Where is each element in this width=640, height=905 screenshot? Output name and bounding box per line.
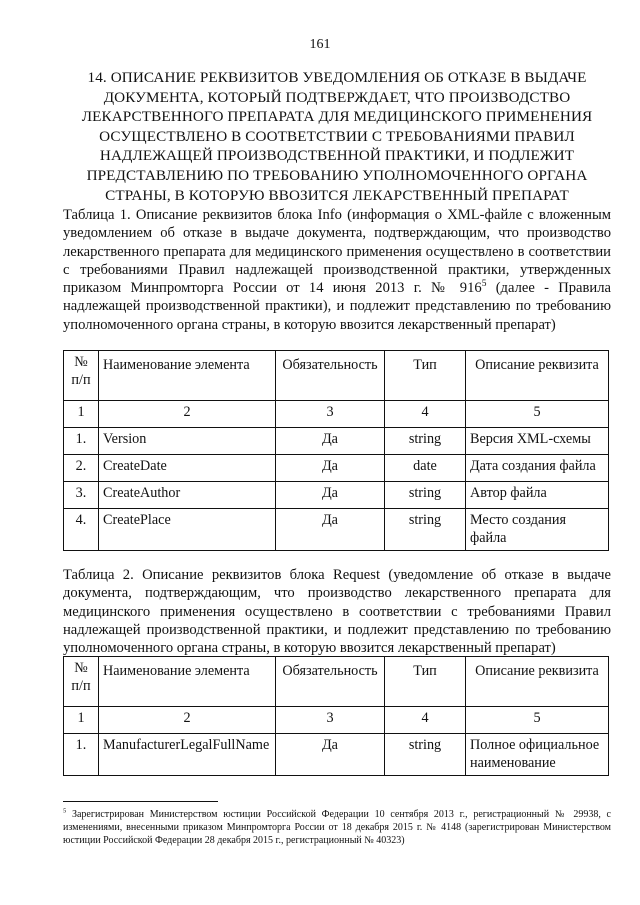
table-row — [64, 455, 609, 482]
footnote — [63, 808, 611, 847]
header-type: Тип — [385, 351, 466, 401]
row-number: 3. — [64, 482, 99, 509]
footnote-mark: 5 — [63, 807, 67, 815]
required-value: Да — [276, 482, 385, 509]
footnote-reference: 5 — [481, 279, 487, 290]
table-2 — [63, 656, 609, 776]
header-element-name: Наименование элемента — [99, 657, 276, 707]
section-title: 14. ОПИСАНИЕ РЕКВИЗИТОВ УВЕДОМЛЕНИЯ ОБ ОТКАЗЕ В ВЫДАЧЕ ДОКУМЕНТА, КОТОРЫЙ ПОДТВЕРЖДАЕТ, ЧТО ПРОИЗВОДСТВО ЛЕКАРСТВЕННОГО ПРЕПАРАТА ДЛЯ МЕДИЦИНСКОГО ПРИМЕНЕНИЯ ОСУЩЕСТВЛЕНО В СООТВЕТСТВИИ С ТРЕБОВАНИЯМИ ПРАВИЛ НАДЛЕЖАЩЕЙ ПРОИЗВОДСТВЕННОЙ ПРАКТИКИ, И ПОДЛЕЖИТ ПРЕДСТАВЛЕНИЮ ПО ТРЕБОВАНИЮ УПОЛНОМОЧЕННОГО ОРГАНА СТРАНЫ, В КОТОРУЮ ВВОЗИТСЯ ЛЕКАРСТВЕННЫЙ ПРЕПАРАТ — [81, 69, 593, 204]
page-number: 161 — [309, 37, 331, 52]
header-number: № п/п — [64, 657, 99, 707]
table-1-caption — [63, 206, 611, 334]
description-value: Полное официальное наименование — [466, 734, 609, 776]
required-value: Да — [276, 455, 385, 482]
header-required: Обязательность — [276, 351, 385, 401]
column-index: 2 — [99, 707, 276, 734]
column-index: 2 — [99, 401, 276, 428]
table-row — [64, 482, 609, 509]
required-value: Да — [276, 734, 385, 776]
column-index: 4 — [385, 401, 466, 428]
column-index: 5 — [466, 401, 609, 428]
table-header-row — [64, 351, 609, 401]
description-value: Версия XML-схемы — [466, 428, 609, 455]
header-type: Тип — [385, 657, 466, 707]
element-name: CreateAuthor — [99, 482, 276, 509]
row-number: 1. — [64, 428, 99, 455]
type-value: string — [385, 482, 466, 509]
type-value: string — [385, 509, 466, 551]
column-index: 3 — [276, 401, 385, 428]
required-value: Да — [276, 509, 385, 551]
table-header-row — [64, 657, 609, 707]
type-value: string — [385, 734, 466, 776]
table-row — [64, 509, 609, 551]
element-name: CreatePlace — [99, 509, 276, 551]
header-required: Обязательность — [276, 657, 385, 707]
table-row — [64, 734, 609, 776]
column-index-row — [64, 707, 609, 734]
table-1 — [63, 350, 609, 551]
row-number: 2. — [64, 455, 99, 482]
element-name: ManufacturerLegalFullName — [99, 734, 276, 776]
column-index: 1 — [64, 401, 99, 428]
footnote-divider — [63, 801, 218, 802]
column-index: 1 — [64, 707, 99, 734]
header-number: № п/п — [64, 351, 99, 401]
footnote-text: Зарегистрирован Министерством юстиции Российской Федерации 10 сентября 2013 г., регистрационный № 29938, с изменениями, внесенными приказом Минпромторга России от 18 декабря 2015 г. № 4148 (зарегистрирован Министерством юстиции Российской Федерации 28 декабря 2015 г., регистрационный № 40323) — [63, 809, 611, 846]
column-index: 4 — [385, 707, 466, 734]
header-description: Описание реквизита — [466, 657, 609, 707]
column-index: 5 — [466, 707, 609, 734]
table-1-caption-text-continued: (далее - Правила надлежащей производственной практики), и подлежит представлению по требованию уполномоченного органа страны, в которую ввозится лекарственный препарат) — [63, 280, 611, 333]
row-number: 4. — [64, 509, 99, 551]
description-value: Место создания файла — [466, 509, 609, 551]
table-2-caption: Таблица 2. Описание реквизитов блока Request (уведомление об отказе в выдаче документа, подтверждающим, что производство лекарственного препарата для медицинского применения осуществлено в соответствии с требованиями Правил надлежащей производственной практики, и подлежит представлению по требованию уполномоченного органа страны, в которую ввозится лекарственный препарат) — [63, 567, 611, 657]
type-value: date — [385, 455, 466, 482]
header-description: Описание реквизита — [466, 351, 609, 401]
table-1-caption-text: Таблица 1. Описание реквизитов блока Info (информация о XML-файле с вложенным уведомлением об отказе в выдаче документа, подтверждающим, что производство лекарственного препарата для медицинского применения осуществлено в соответствии с требованиями Правил надлежащей производственной практики, утвержденных приказом Минпромторга России от 14 июня 2013 г. № 916 — [63, 207, 611, 297]
row-number: 1. — [64, 734, 99, 776]
column-index: 3 — [276, 707, 385, 734]
type-value: string — [385, 428, 466, 455]
table-row — [64, 428, 609, 455]
description-value: Дата создания файла — [466, 455, 609, 482]
required-value: Да — [276, 428, 385, 455]
header-element-name: Наименование элемента — [99, 351, 276, 401]
element-name: Version — [99, 428, 276, 455]
column-index-row — [64, 401, 609, 428]
element-name: CreateDate — [99, 455, 276, 482]
description-value: Автор файла — [466, 482, 609, 509]
